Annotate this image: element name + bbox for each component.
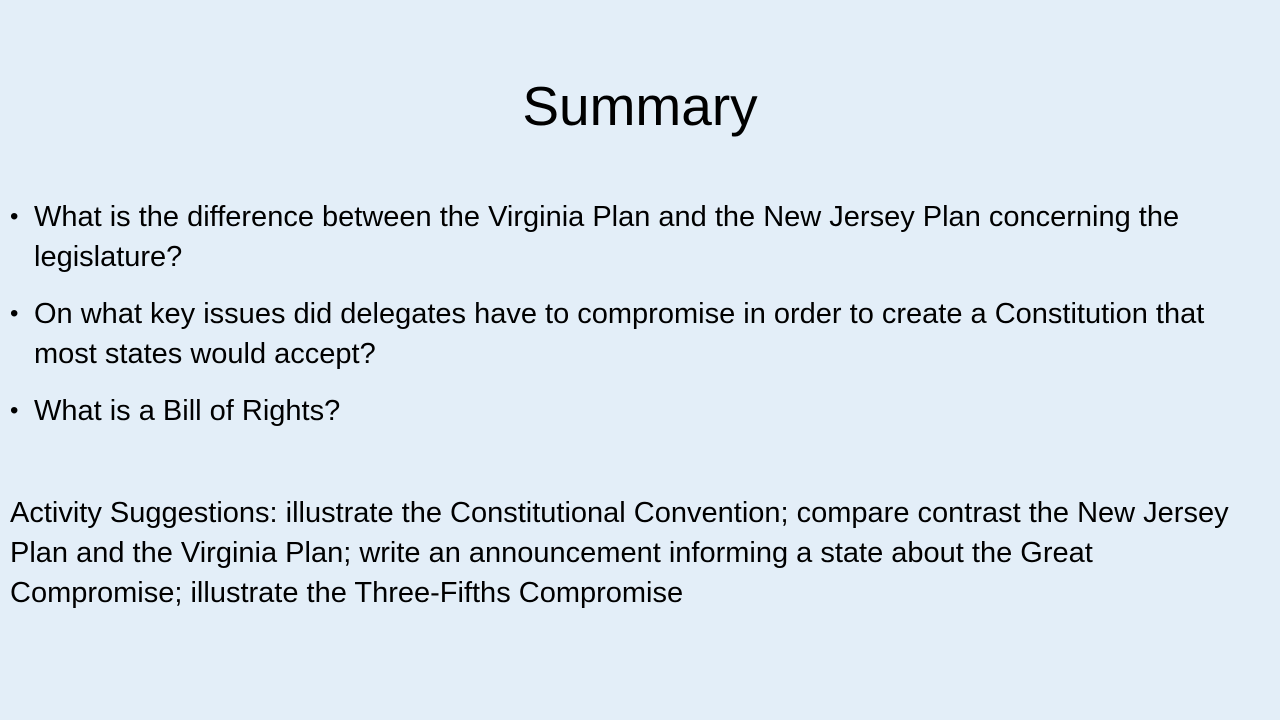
bullet-marker: •	[10, 397, 19, 424]
slide-title: Summary	[522, 75, 758, 137]
bullet-text: What is the difference between the Virginia Plan and the New Jersey Plan concerning the legislature?	[34, 201, 1180, 273]
activity-suggestions: Activity Suggestions: illustrate the Constitutional Convention; compare contrast the New Jersey Plan and the Virginia Plan; write an announcement informing a state about the Great Compromise; illustrate the Three-Fifths Compromise	[10, 497, 1229, 609]
bullet-list	[10, 197, 1260, 448]
bullet-item	[10, 391, 1260, 431]
bullet-marker: •	[10, 203, 19, 230]
bullet-item	[10, 197, 1260, 277]
bullet-text: What is a Bill of Rights?	[34, 395, 341, 427]
bullet-text: On what key issues did delegates have to compromise in order to create a Constitution that most states would accept?	[34, 298, 1205, 370]
bullet-item	[10, 294, 1260, 374]
bullet-marker: •	[10, 300, 19, 327]
